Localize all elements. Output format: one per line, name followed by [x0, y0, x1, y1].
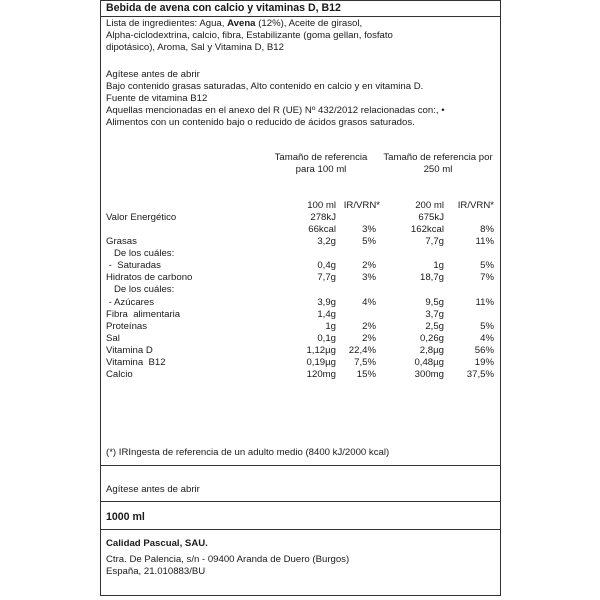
irvrn-100ml: 3%: [362, 272, 376, 283]
claim-line: Agítese antes de abrir: [106, 69, 200, 80]
company-address: Ctra. De Palencia, s/n - 09400 Aranda de Duero (Burgos): [106, 554, 350, 565]
footnote-divider: [100, 465, 501, 466]
claim-line: Aquellas mencionadas en el anexo del R (UE) Nº 432/2012 relacionadas con:, •: [106, 105, 445, 116]
claim-line: Alimentos con un contenido bajo o reducido de ácidos grasos saturados.: [106, 117, 415, 128]
product-title: Bebida de avena con calcio y vitaminas D, B12: [106, 2, 341, 14]
nutrient-label: Fibra alimentaria: [106, 309, 181, 320]
shake-divider: [100, 501, 501, 502]
irvrn-200ml: 5%: [480, 321, 494, 332]
irvrn-200ml: 19%: [474, 357, 494, 368]
irvrn-200ml: 4%: [480, 333, 494, 344]
nutrient-label: Calcio: [106, 369, 133, 380]
irvrn-100ml: 7,5%: [354, 357, 376, 368]
value-200ml: 9,5g: [425, 297, 444, 308]
irvrn-100ml: 15%: [356, 369, 376, 380]
company-name: Calidad Pascual, SAU.: [106, 538, 208, 549]
irvrn-100ml: 4%: [362, 297, 376, 308]
value-200ml: 1g: [433, 260, 444, 271]
volume-divider: [100, 529, 501, 530]
nutrient-label: De los cuáles:: [106, 248, 175, 259]
ingredients-line-2: Alpha-ciclodextrina, calcio, fibra, Estabilizante (goma gellan, fosfato: [106, 30, 393, 41]
nutrient-label: Vitamina B12: [106, 357, 166, 368]
col-header-100ml: 100 ml: [307, 200, 336, 211]
value-100ml: 0,1g: [317, 333, 336, 344]
irvrn-200ml: 5%: [480, 260, 494, 271]
ref-header-100-line1: Tamaño de referencia: [274, 152, 368, 163]
claims-block: [106, 69, 496, 129]
irvrn-100ml: 3%: [362, 224, 376, 235]
title-divider: [100, 16, 501, 17]
value-100ml: 1,4g: [317, 309, 336, 320]
irvrn-100ml: 2%: [362, 321, 376, 332]
ingredients-highlight: Avena: [227, 18, 256, 29]
claim-line: Fuente de vitamina B12: [106, 93, 208, 104]
irvrn-200ml: 11%: [475, 236, 494, 247]
value-100ml: 3,9g: [317, 297, 336, 308]
nutrient-label: Valor Energético: [106, 212, 177, 223]
ref-header-250-line1: Tamaño de referencia por: [383, 152, 493, 163]
irvrn-100ml: 22,4%: [348, 345, 376, 356]
value-100ml: 3,2g: [317, 236, 336, 247]
ref-header-250-line2: 250 ml: [423, 164, 453, 175]
nutrient-label: Hidratos de carbono: [106, 272, 193, 283]
irvrn-200ml: 37,5%: [466, 369, 494, 380]
ingredients-line-1: [106, 18, 496, 30]
col-header-irvrn-100: IR/VRN*: [343, 200, 380, 211]
value-200ml: 0,48µg: [414, 357, 444, 368]
value-100ml: 120mg: [306, 369, 336, 380]
ref-header-250: [376, 152, 500, 176]
value-200ml: 0,26g: [419, 333, 444, 344]
value-200ml: 675kJ: [418, 212, 444, 223]
irvrn-100ml: 5%: [362, 236, 376, 247]
value-200ml: 3,7g: [425, 309, 444, 320]
value-100ml: 0,4g: [317, 260, 336, 271]
value-200ml: 300mg: [414, 369, 444, 380]
irvrn-100ml: 2%: [362, 260, 376, 271]
ingredients-block: [106, 18, 496, 54]
value-200ml: 162kcal: [410, 224, 444, 235]
nutrient-label: - Saturadas: [106, 260, 161, 271]
value-200ml: 2,5g: [425, 321, 444, 332]
shake-note: Agítese antes de abrir: [106, 484, 200, 495]
nutrient-label: Proteínas: [106, 321, 148, 332]
nutrient-label: Sal: [106, 333, 120, 344]
ingredients-prefix: Lista de ingredientes: Agua,: [106, 18, 228, 29]
ingredients-suffix: (12%), Aceite de girasol,: [255, 18, 363, 29]
value-100ml: 1g: [325, 321, 336, 332]
col-header-irvrn-200: IR/VRN*: [457, 200, 494, 211]
footnote: (*) IRIngesta de referencia de un adulto medio (8400 kJ/2000 kcal): [106, 447, 390, 458]
value-100ml: 7,7g: [317, 272, 336, 283]
col-header-200ml: 200 ml: [415, 200, 444, 211]
nutrient-label: - Azúcares: [106, 297, 154, 308]
irvrn-100ml: 2%: [362, 333, 376, 344]
ref-header-100: [268, 152, 374, 176]
value-200ml: 18,7g: [419, 272, 444, 283]
company-registry: España, 21.010883/BU: [106, 566, 206, 577]
irvrn-200ml: 56%: [474, 345, 494, 356]
value-200ml: 7,7g: [425, 236, 444, 247]
irvrn-200ml: 8%: [480, 224, 494, 235]
volume: 1000 ml: [106, 511, 145, 523]
value-100ml: 278kJ: [310, 212, 336, 223]
claim-line: Bajo contenido grasas saturadas, Alto contenido en calcio y en vitamina D.: [106, 81, 424, 92]
nutrient-label: De los cuáles:: [106, 284, 175, 295]
value-100ml: 1,12µg: [306, 345, 336, 356]
irvrn-200ml: 11%: [475, 297, 494, 308]
irvrn-200ml: 7%: [480, 272, 494, 283]
company-block: [106, 538, 496, 578]
ref-header-100-line2: para 100 ml: [295, 164, 347, 175]
ingredients-line-3: dipotásico), Aroma, Sal y Vitamina D, B12: [106, 42, 284, 53]
nutrient-label: Grasas: [106, 236, 137, 247]
value-200ml: 2,8µg: [419, 345, 444, 356]
nutrient-label: Vitamina D: [106, 345, 153, 356]
value-100ml: 66kcal: [308, 224, 336, 235]
value-100ml: 0,19µg: [306, 357, 336, 368]
